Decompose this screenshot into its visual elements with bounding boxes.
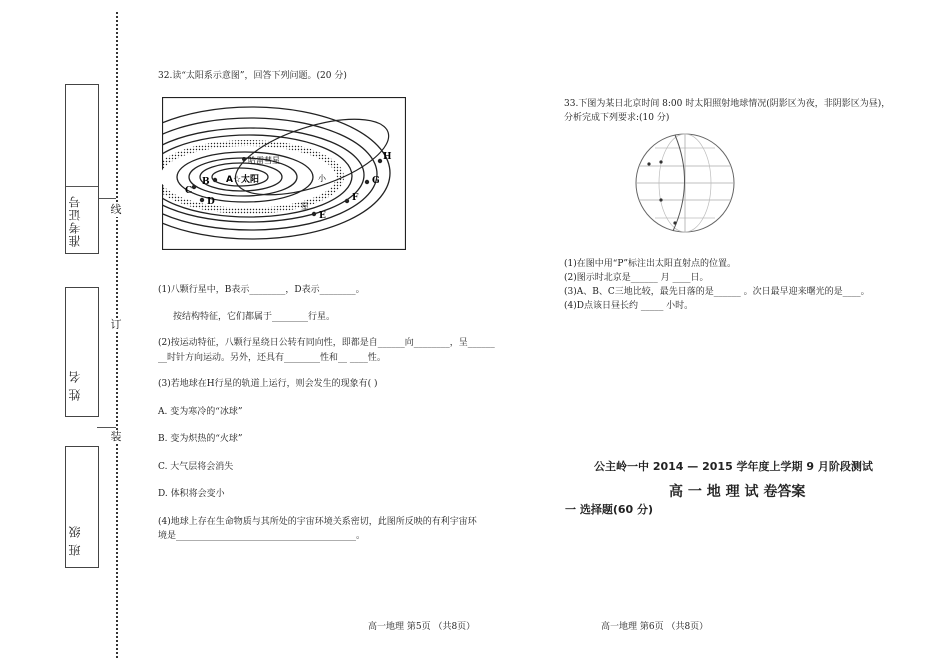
planet-label-h: H: [383, 152, 392, 162]
name-label: 姓 名: [68, 370, 82, 402]
solar-system-diagram: [162, 97, 406, 250]
binding-dotted-line: [116, 12, 118, 658]
binding-mark-order: 订: [108, 318, 124, 332]
q33-prompt-line2: 分析完成下列要求:(10 分): [564, 113, 670, 123]
binding-mark-line: 线: [108, 203, 124, 217]
margin-tick: [97, 198, 116, 199]
q33-prompt-line1: 33.下图为某日北京时间 8:00 时太阳照射地球情况(阴影区为夜，非阴影区为昼)，: [564, 99, 891, 109]
answer-section-heading: 一 选择题(60 分): [565, 503, 654, 516]
planet-label-b: B: [202, 177, 210, 187]
planet-label-d: D: [207, 197, 215, 207]
planet-label-g: G: [372, 176, 380, 186]
q32-part4a: (4)地球上存在生命物质与其所处的宇宙环境关系密切，此图所反映的有利宇宙环: [158, 517, 477, 527]
exam-id-box: [65, 84, 99, 254]
q32-part3: (3)若地球在H行星的轨道上运行，则会发生的现象有( ): [158, 379, 378, 389]
q32-option-b: B. 变为炽热的“火球”: [158, 434, 243, 444]
star-label: 星: [301, 202, 309, 211]
margin-tick: [97, 427, 116, 428]
class-label: 班 级: [68, 525, 82, 557]
q32-part1: (1)八颗行星中，B表示________，D表示________。: [158, 285, 365, 295]
class-box: [65, 446, 99, 568]
q32-part2a: (2)按运动特征，八颗行星绕日公转有同向性，即都是自______向________，呈______: [158, 338, 495, 348]
planet-label-f: F: [352, 193, 359, 203]
q33-part2: (2)图示时北京是______ 月 ____日。: [564, 273, 709, 283]
q32-prompt: 32.读“太阳系示意图”，回答下列问题。(20 分): [158, 71, 347, 81]
q32-option-c: C. 大气层将会消失: [158, 462, 234, 472]
planet-label-c: C: [185, 186, 193, 196]
name-box: [65, 287, 99, 417]
answer-school-line: 公主岭一中 2014 — 2015 学年度上学期 9 月阶段测试: [594, 460, 873, 473]
small-label: 小: [318, 174, 326, 183]
exam-id-label: 准考证号: [68, 195, 82, 247]
answer-title: 高 一 地 理 试 卷答案: [669, 484, 806, 500]
q32-part4b: 境是________________________________________。: [158, 531, 366, 541]
comet-label: 哈雷彗星: [248, 156, 280, 165]
earth-illumination-diagram: [625, 128, 745, 238]
footer-page-6: 高一地理 第6页 （共8页）: [601, 622, 709, 632]
sun-label: A☆太阳: [226, 175, 260, 185]
q32-option-d: D. 体积将会变小: [158, 489, 225, 499]
q32-option-a: A. 变为寒冷的“冰球”: [158, 407, 243, 417]
box-divider: [66, 186, 98, 187]
q33-part1: (1)在图中用“P”标注出太阳直射点的位置。: [564, 259, 737, 269]
q32-part2b: __时针方向运动。另外，还具有________性和__ ____性。: [158, 353, 386, 363]
binding-mark-bind: 装: [108, 430, 124, 444]
planet-label-e: E: [319, 211, 326, 221]
q32-part1b: 按结构特征，它们都属于________行星。: [173, 312, 336, 322]
q33-part4: (4)D点该日昼长约 _____ 小时。: [564, 301, 694, 311]
q33-part3: (3)A、B、C三地比较，最先日落的是______ 。次日最早迎来曙光的是____。: [564, 287, 870, 297]
footer-page-5: 高一地理 第5页 （共8页）: [368, 622, 476, 632]
